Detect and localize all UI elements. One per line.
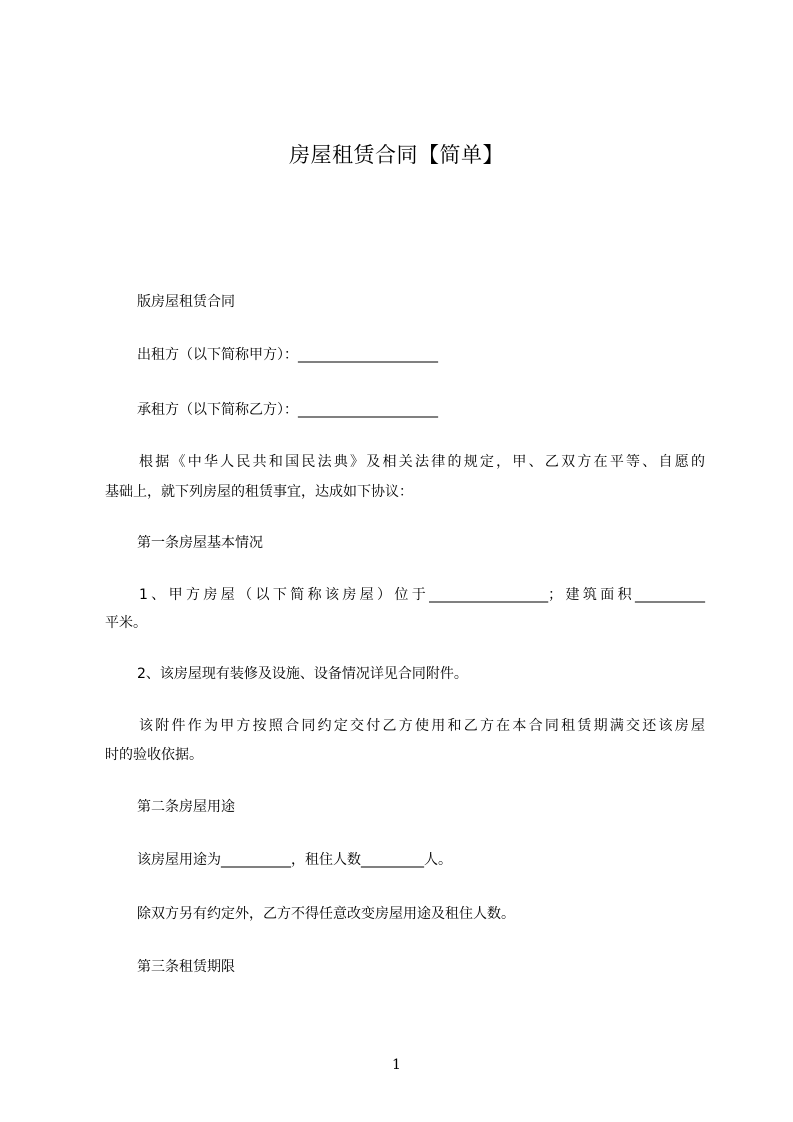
lessee-line bbox=[105, 400, 705, 420]
occupants-blank: _________ bbox=[361, 852, 424, 868]
preamble-line-1: 根据《中华人民共和国民法典》及相关法律的规定，甲、乙双方在平等、自愿的 bbox=[139, 454, 705, 470]
article-1-item-1-line-1 bbox=[105, 585, 705, 605]
contract-heading: 版房屋租赁合同 bbox=[137, 294, 235, 310]
article-1-title: 第一条房屋基本情况 bbox=[137, 535, 263, 551]
article-1-item-2: 2、该房屋现有装修及设施、设备情况详见合同附件。 bbox=[137, 666, 468, 682]
document-title: 房屋租赁合同【简单】 bbox=[289, 143, 504, 167]
area-label: ；建筑面积 bbox=[548, 587, 636, 603]
lessor-line bbox=[105, 345, 705, 365]
lessor-blank: ____________________ bbox=[298, 347, 438, 363]
article-1-note-line-2: 时的验收依据。 bbox=[105, 747, 203, 763]
preamble-line-2: 基础上，就下列房屋的租赁事宜，达成如下协议： bbox=[105, 484, 413, 500]
article-1-item-1-line-2: 平米。 bbox=[105, 615, 147, 631]
article-1-note-line-1: 该附件作为甲方按照合同约定交付乙方使用和乙方在本合同租赁期满交还该房屋 bbox=[139, 718, 705, 734]
lessor-label: 出租方（以下简称甲方）： bbox=[137, 347, 298, 363]
usage-label: 该房屋用途为 bbox=[137, 852, 221, 868]
article-2-title: 第二条房屋用途 bbox=[137, 799, 235, 815]
usage-blank: __________ bbox=[221, 852, 291, 868]
article-2-usage-line bbox=[105, 850, 705, 870]
lessee-blank: ____________________ bbox=[298, 402, 438, 418]
occupants-label: ，租住人数 bbox=[291, 852, 361, 868]
occupants-unit: 人。 bbox=[424, 852, 452, 868]
lessee-label: 承租方（以下简称乙方）： bbox=[137, 402, 298, 418]
page-number: 1 bbox=[392, 1057, 401, 1073]
location-label: 1、甲方房屋（以下简称该房屋）位于 bbox=[139, 587, 430, 603]
article-2-restriction: 除双方另有约定外，乙方不得任意改变房屋用途及租住人数。 bbox=[137, 906, 515, 922]
article-3-title: 第三条租赁期限 bbox=[137, 959, 235, 975]
location-blank: _________________ bbox=[429, 587, 549, 603]
area-blank: __________ bbox=[635, 587, 706, 603]
